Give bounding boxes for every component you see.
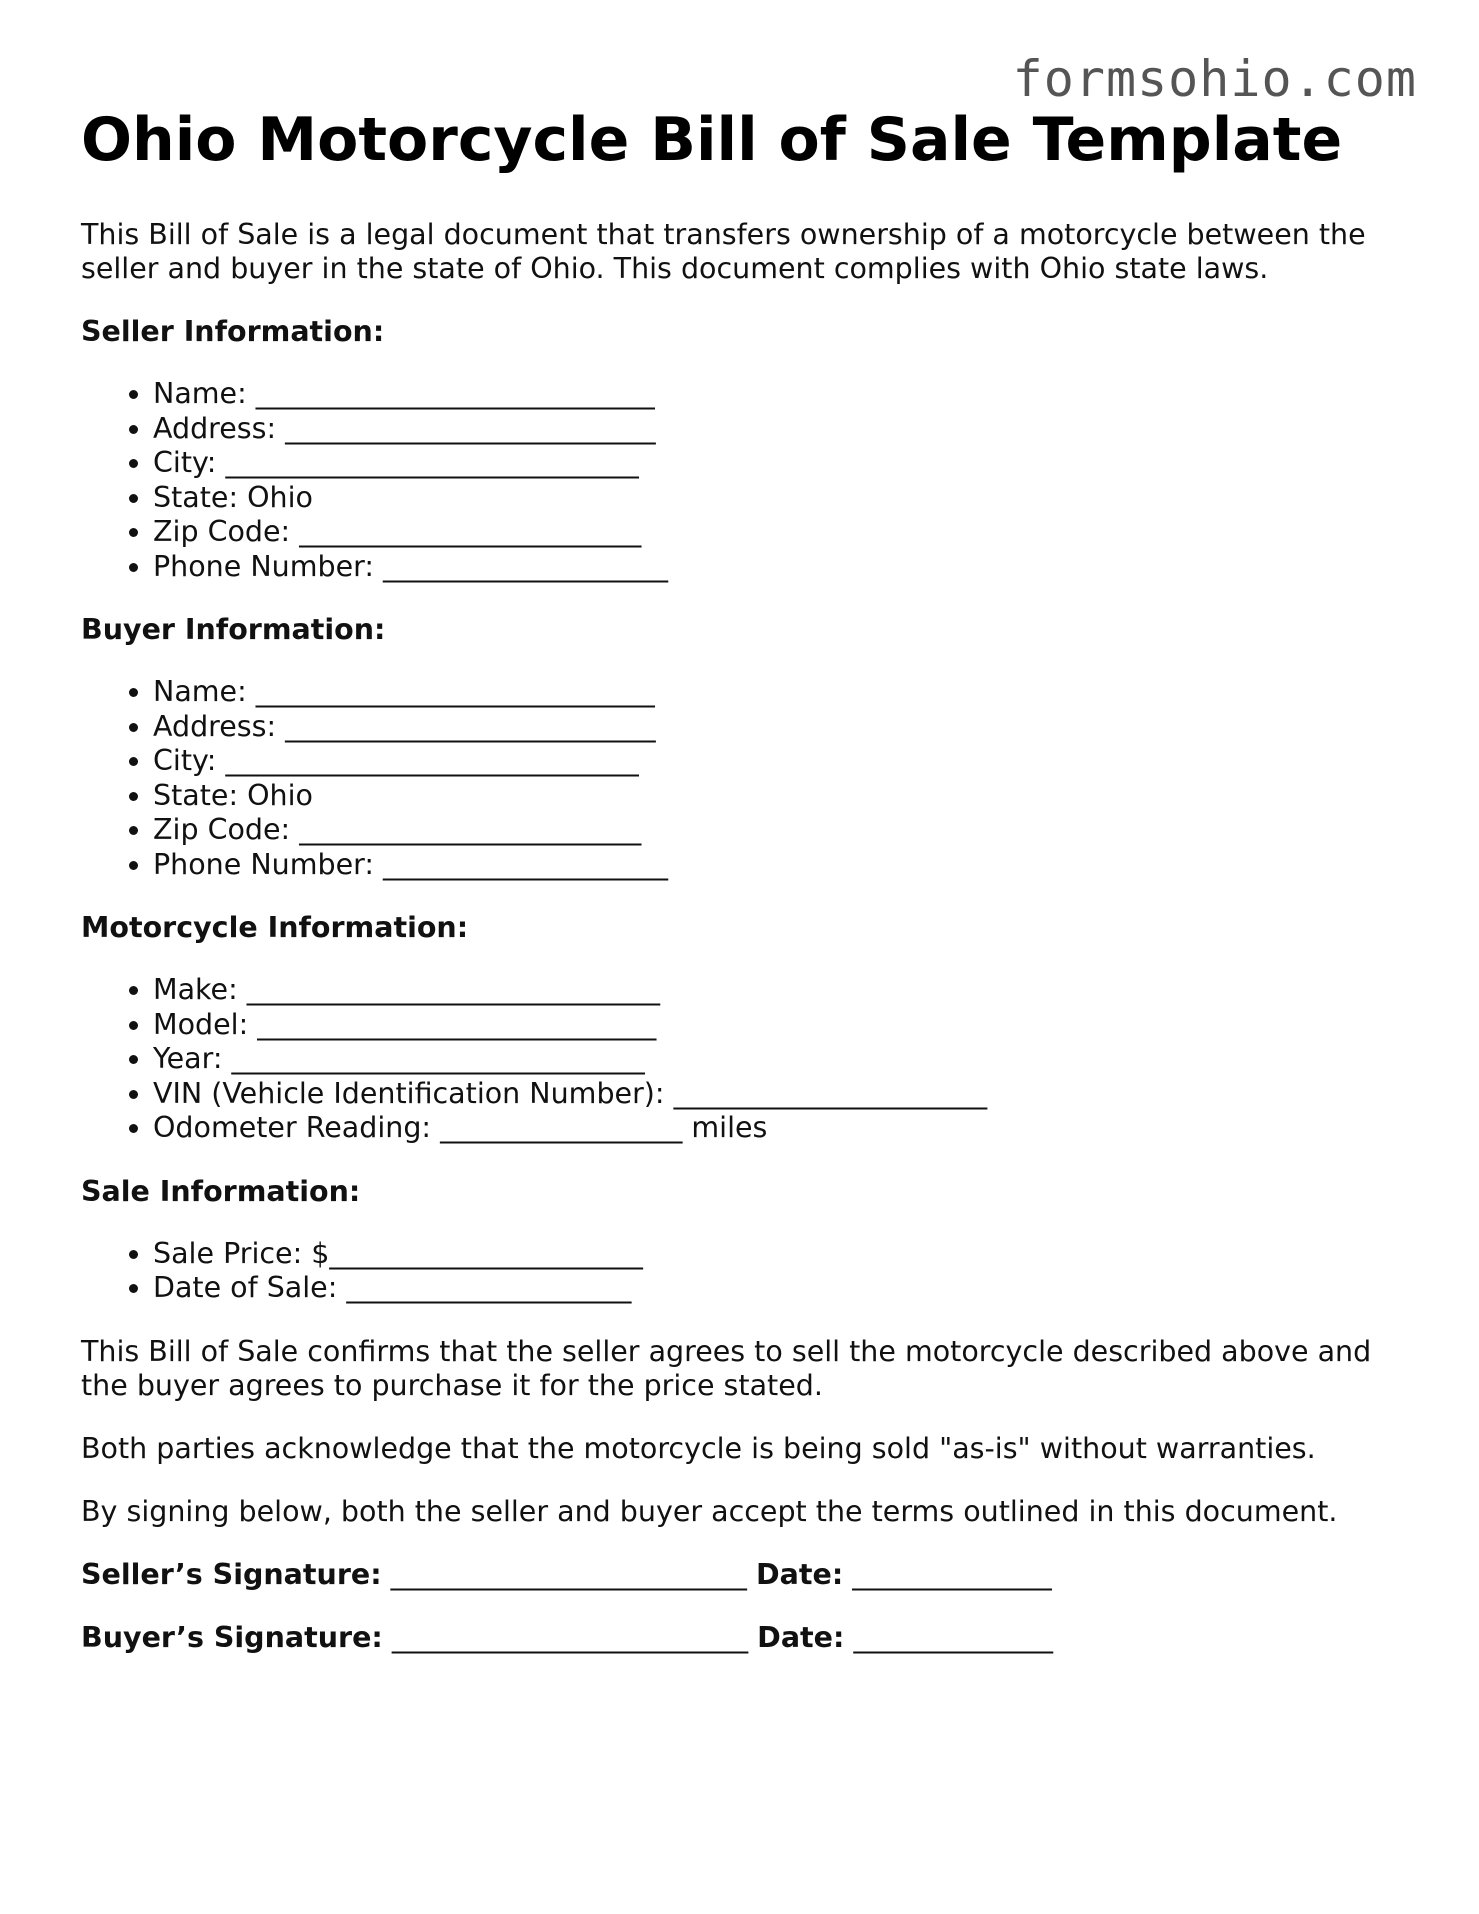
buyer-zip-field[interactable]: • Zip Code: ________________________ — [153, 813, 1411, 848]
buyer-address-field[interactable]: • Address: __________________________ — [153, 710, 1411, 745]
seller-signature-label: Seller’s Signature: — [81, 1557, 382, 1591]
intro-paragraph: This Bill of Sale is a legal document that transfers ownership of a motorcycle between the seller and buyer in the state of Ohio. This document complies with Ohio state laws. — [81, 218, 1366, 285]
buyer-name-field[interactable]: • Name: ____________________________ — [153, 675, 1411, 710]
sale-date-field[interactable]: • Date of Sale: ____________________ — [153, 1271, 1411, 1306]
document — [81, 95, 1411, 1655]
seller-signature-row — [81, 1558, 1411, 1592]
seller-date-line[interactable]: ______________ — [852, 1557, 1052, 1591]
buyer-heading: Buyer Information: — [81, 613, 386, 646]
seller-heading: Seller Information: — [81, 315, 385, 348]
motorcycle-odometer-field[interactable]: • Odometer Reading: _________________ miles — [153, 1111, 1411, 1146]
motorcycle-year-field[interactable]: • Year: _____________________________ — [153, 1042, 1411, 1077]
buyer-list — [81, 675, 1411, 882]
page-title: Ohio Motorcycle Bill of Sale Template — [81, 105, 1343, 175]
buyer-signature-row — [81, 1621, 1411, 1655]
motorcycle-model-field[interactable]: • Model: ____________________________ — [153, 1008, 1411, 1043]
sale-heading: Sale Information: — [81, 1174, 361, 1208]
sale-list — [81, 1237, 1411, 1306]
seller-address-field[interactable]: • Address: __________________________ — [153, 412, 1411, 447]
buyer-signature-label: Buyer’s Signature: — [81, 1620, 383, 1654]
seller-zip-field[interactable]: • Zip Code: ________________________ — [153, 515, 1411, 550]
buyer-date-line[interactable]: ______________ — [853, 1620, 1053, 1654]
seller-name-field[interactable]: • Name: ____________________________ — [153, 377, 1411, 412]
buyer-city-field[interactable]: • City: _____________________________ — [153, 744, 1411, 779]
signing-paragraph: By signing below, both the seller and buyer accept the terms outlined in this document. — [81, 1494, 1338, 1528]
as-is-paragraph: Both parties acknowledge that the motorcycle is being sold "as-is" without warranties. — [81, 1431, 1316, 1465]
site-watermark: formsohio.com — [1012, 50, 1417, 108]
seller-city-field[interactable]: • City: _____________________________ — [153, 446, 1411, 481]
buyer-phone-field[interactable]: • Phone Number: ____________________ — [153, 848, 1411, 883]
buyer-date-label: Date: — [757, 1620, 845, 1654]
motorcycle-make-field[interactable]: • Make: _____________________________ — [153, 973, 1411, 1008]
seller-state-field: • State: Ohio — [153, 481, 1411, 516]
confirm-paragraph: This Bill of Sale confirms that the seller agrees to sell the motorcycle described above and the buyer agrees to purchase it for the price stated. — [81, 1334, 1372, 1402]
sale-price-field[interactable]: • Sale Price: $______________________ — [153, 1237, 1411, 1272]
motorcycle-list — [81, 973, 1411, 1146]
seller-date-label: Date: — [755, 1557, 844, 1591]
buyer-state-field: • State: Ohio — [153, 779, 1411, 814]
buyer-signature-line[interactable]: _________________________ — [391, 1620, 749, 1654]
seller-phone-field[interactable]: • Phone Number: ____________________ — [153, 550, 1411, 585]
seller-list — [81, 377, 1411, 584]
motorcycle-vin-field[interactable]: • VIN (Vehicle Identification Number): ______________________ — [153, 1077, 1411, 1112]
motorcycle-heading: Motorcycle Information: — [81, 911, 469, 944]
seller-signature-line[interactable]: _________________________ — [390, 1557, 747, 1591]
